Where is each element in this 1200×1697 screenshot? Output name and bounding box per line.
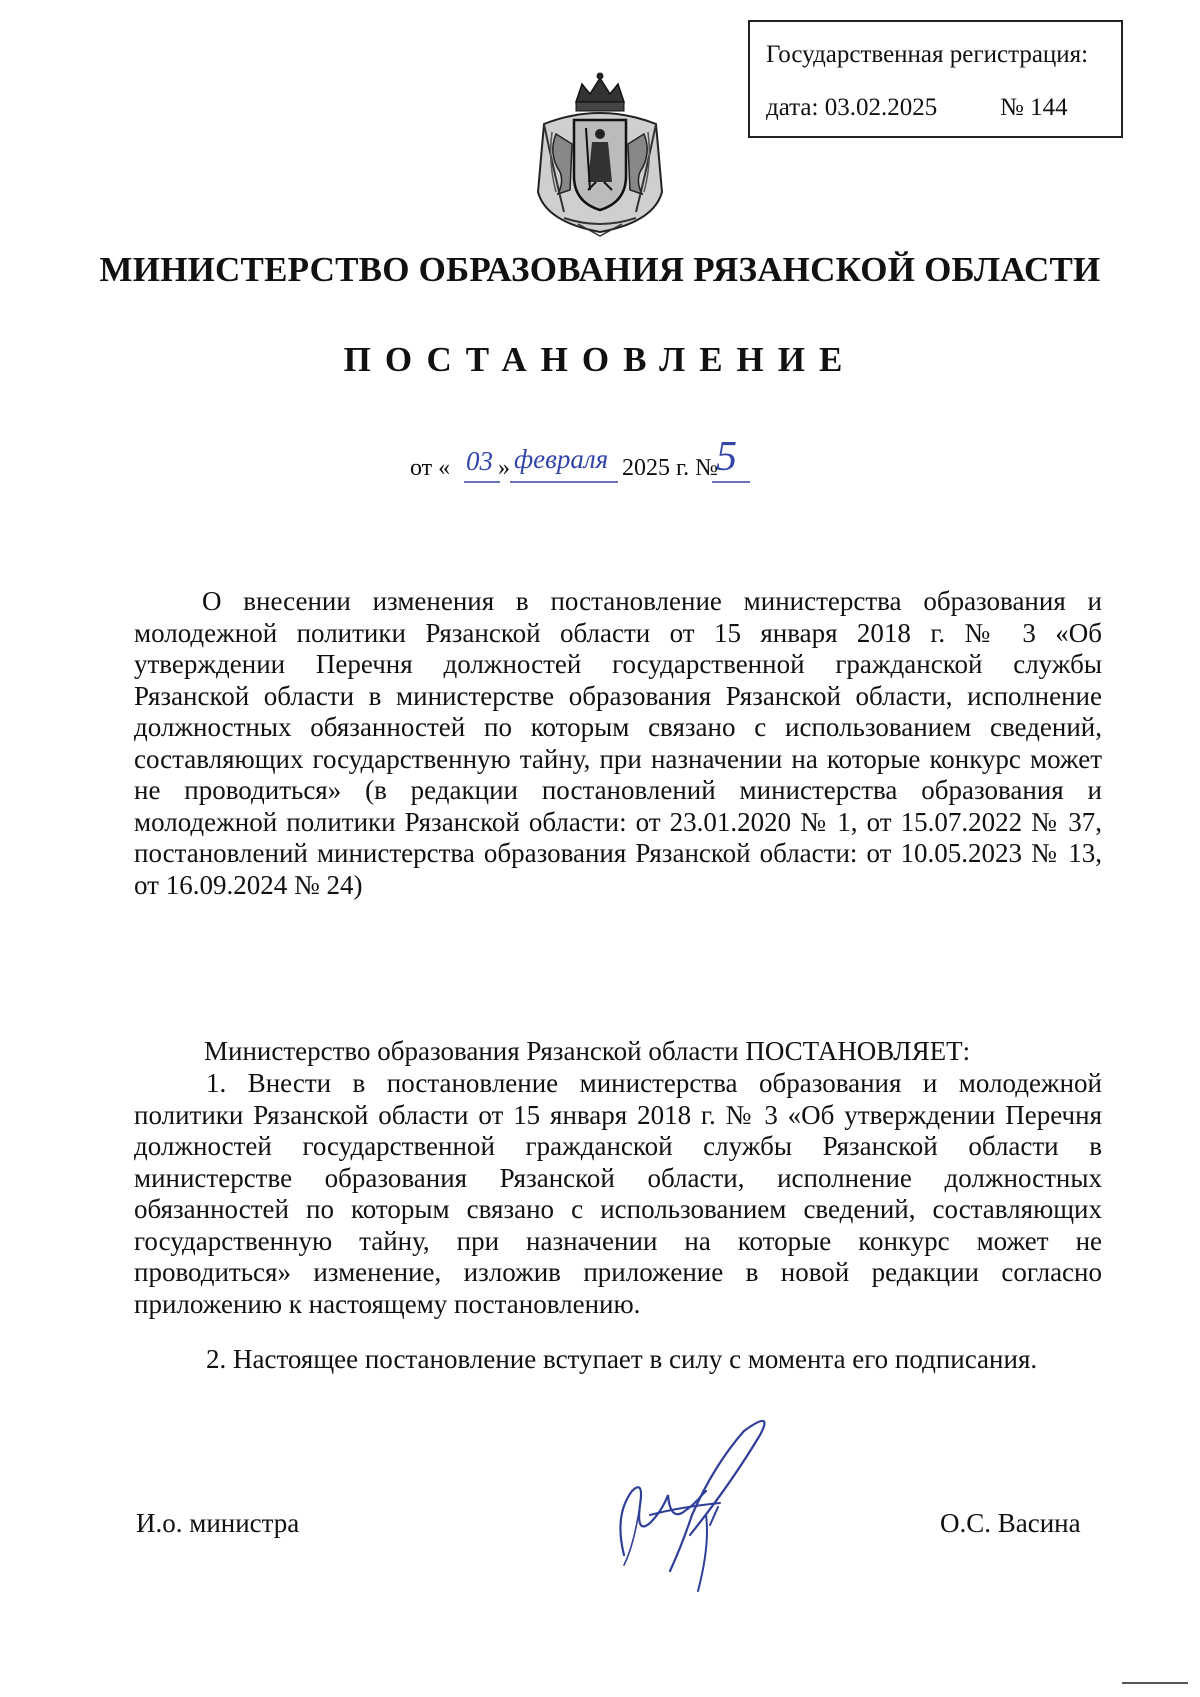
ryazan-coat-of-arms-icon — [534, 72, 666, 238]
registration-title: Государственная регистрация: — [766, 41, 1089, 68]
document-date-line — [410, 436, 830, 492]
handwritten-signature — [610, 1395, 815, 1595]
date-prefix: от « — [410, 455, 451, 481]
registration-number: № 144 — [1000, 94, 1068, 121]
registration-date: дата: 03.02.2025 — [766, 94, 938, 121]
ministry-name: МИНИСТЕРСТВО ОБРАЗОВАНИЯ РЯЗАНСКОЙ ОБЛАСТИ — [99, 250, 1101, 289]
document-type-title: ПОСТАНОВЛЕНИЕ — [343, 340, 857, 379]
decree-item-2: 2. Настоящее постановление вступает в силу с момента его подписания. — [206, 1344, 1038, 1374]
date-day-handwritten: 03 — [466, 446, 493, 476]
date-year-number-label: 2025 г. № — [622, 455, 719, 481]
registration-stamp — [748, 20, 1123, 138]
handwritten-underlines — [410, 436, 830, 492]
document-subject: О внесении изменения в постановление министерства образования и молодежной политики Рязанской области от 15 января 2018 г. № 3 «Об утверждении Перечня должностей государственной гражданской службы Рязанской области в министерстве образования Рязанской области, исполнение должностных обязанностей по которым связано с использованием сведений, составляющих государственную тайну, при назначении на которые конкурс может не проводиться» (в редакции постановлений министерства образования и молодежной политики Рязанской области: от 23.01.2020 № 1, от 15.07.2022 № 37, постановлений министерства образования Рязанской области: от 10.05.2023 № 13, от 16.09.2024 № 24) — [134, 586, 1102, 900]
signatory-name: О.С. Васина — [940, 1508, 1081, 1538]
date-month-handwritten: февраля — [514, 444, 609, 474]
decree-item-1: 1. Внести в постановление министерства образования и молодежной политики Рязанской области от 15 января 2018 г. № 3 «Об утверждении Перечня должностей государственной гражданской службы Рязанской области в министерстве образования Рязанской области, исполнение должностных обязанностей по которым связано с использованием сведений, составляющих государственную тайну, при назначении на которые конкурс может не проводиться» изменение, изложив приложение в новой редакции согласно приложению к настоящему постановлению. — [134, 1068, 1102, 1319]
decree-statement: Министерство образования Рязанской области ПОСТАНОВЛЯЕТ: — [204, 1036, 971, 1066]
document-number-handwritten: 5 — [716, 434, 737, 480]
signatory-role: И.о. министра — [136, 1508, 300, 1538]
date-quote-close: » — [498, 455, 510, 481]
page-edge-mark — [1122, 1682, 1188, 1684]
